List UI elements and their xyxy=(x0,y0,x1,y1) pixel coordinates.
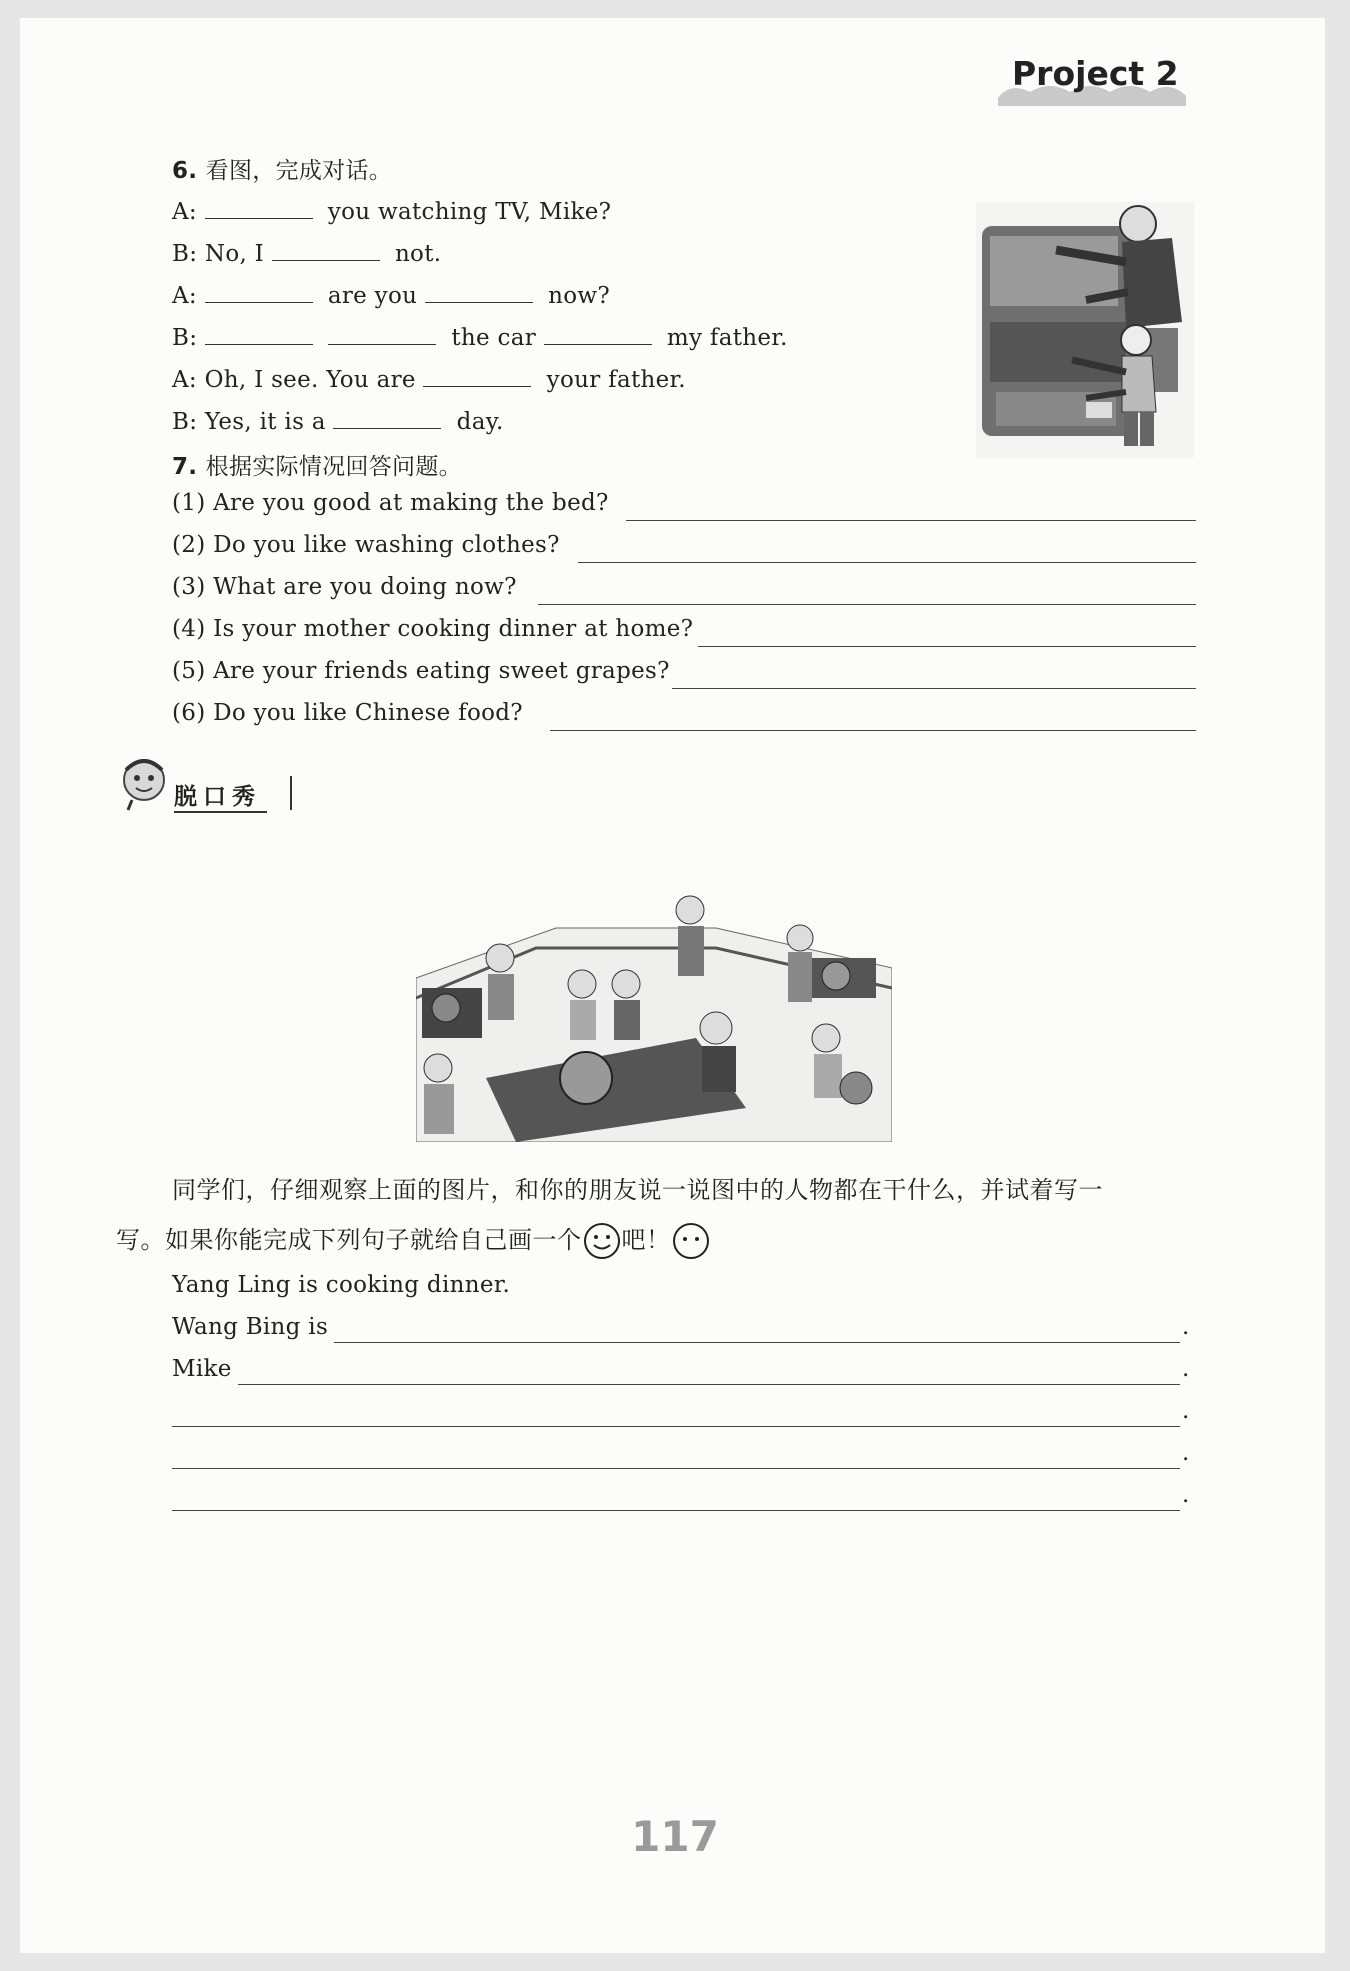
q7-item-1: (1) Are you good at making the bed? xyxy=(172,490,609,516)
kitchen-scene-illustration xyxy=(416,888,892,1142)
blank xyxy=(333,406,441,429)
blank xyxy=(328,322,436,345)
answer-line[interactable] xyxy=(698,646,1196,647)
talkshow-instruction-line-1: 同学们，仔细观察上面的图片，和你的朋友说一说图中的人物都在干什么，并试着写一 xyxy=(172,1176,1103,1204)
blank xyxy=(205,280,313,303)
project-header: Project 2 xyxy=(1012,54,1179,93)
talkshow-instruction-line-2: 写。如果你能完成下列句子就给自己画一个 吧！ xyxy=(116,1220,711,1261)
writing-line[interactable] xyxy=(172,1510,1180,1511)
dialog-line-6: B: Yes, it is a day. xyxy=(172,406,504,435)
period: . xyxy=(1182,1440,1190,1466)
blank xyxy=(205,322,313,345)
writing-line[interactable] xyxy=(238,1384,1180,1385)
answer-line[interactable] xyxy=(538,604,1196,605)
answer-line[interactable] xyxy=(550,730,1196,731)
blank xyxy=(205,196,313,219)
dialog-line-2: B: No, I not. xyxy=(172,238,441,267)
q7-item-2: (2) Do you like washing clothes? xyxy=(172,532,560,558)
writing-line[interactable] xyxy=(334,1342,1180,1343)
q6-heading: 6. 看图，完成对话。 xyxy=(172,158,393,184)
answer-line[interactable] xyxy=(626,520,1196,521)
q7-item-4: (4) Is your mother cooking dinner at home? xyxy=(172,616,694,642)
blank-face-icon xyxy=(671,1221,711,1261)
dialog-line-4: B: the car my father. xyxy=(172,322,788,351)
blank xyxy=(544,322,652,345)
blank xyxy=(272,238,380,261)
writing-prompt-1: Wang Bing is xyxy=(172,1314,329,1340)
talk-show-title: 脱口秀 xyxy=(174,778,267,813)
page-number: 117 xyxy=(631,1812,719,1861)
q7-item-3: (3) What are you doing now? xyxy=(172,574,517,600)
period: . xyxy=(1182,1398,1190,1424)
dialog-line-5: A: Oh, I see. You are your father. xyxy=(172,364,686,393)
car-washing-illustration xyxy=(976,202,1194,458)
answer-line[interactable] xyxy=(672,688,1196,689)
answer-line[interactable] xyxy=(578,562,1196,563)
writing-line[interactable] xyxy=(172,1468,1180,1469)
smiley-face-icon xyxy=(582,1221,622,1261)
writing-prompt-2: Mike xyxy=(172,1356,232,1382)
blank xyxy=(423,364,531,387)
q7-item-5: (5) Are your friends eating sweet grapes? xyxy=(172,658,670,684)
q7-heading: 7. 根据实际情况回答问题。 xyxy=(172,454,462,480)
dialog-line-1: A: you watching TV, Mike? xyxy=(172,196,611,225)
dialog-line-3: A: are you now? xyxy=(172,280,610,309)
divider xyxy=(290,776,292,810)
example-sentence: Yang Ling is cooking dinner. xyxy=(172,1272,511,1298)
blank xyxy=(425,280,533,303)
period: . xyxy=(1182,1314,1190,1340)
cartoon-girl-icon xyxy=(114,752,174,812)
period: . xyxy=(1182,1356,1190,1382)
period: . xyxy=(1182,1482,1190,1508)
q7-item-6: (6) Do you like Chinese food? xyxy=(172,700,523,726)
writing-line[interactable] xyxy=(172,1426,1180,1427)
